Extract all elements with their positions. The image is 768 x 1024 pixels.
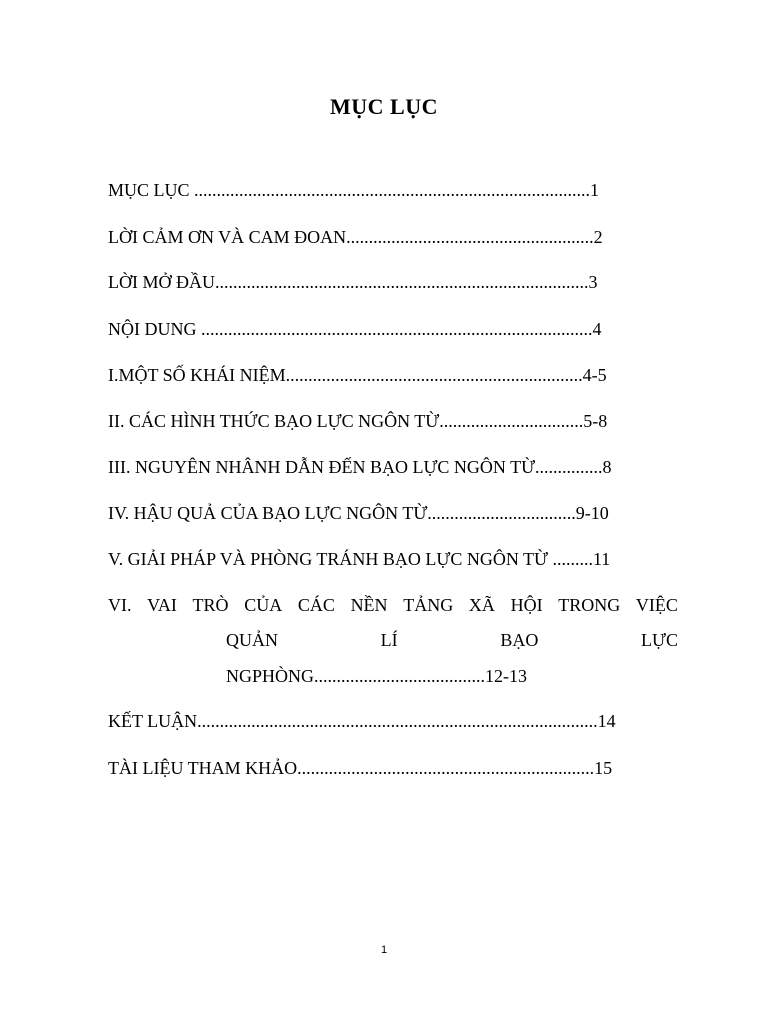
toc-word: VAI [147, 595, 177, 615]
toc-entry-loi-mo-dau: LỜI MỞ ĐẦU...................................................................................3 [108, 272, 598, 292]
toc-word: XÃ [468, 595, 495, 615]
toc-word: TRONG [558, 595, 621, 615]
toc-word: TẢNG [403, 595, 454, 615]
toc-word: LỰC [641, 630, 678, 650]
page-number: 1 [380, 944, 388, 956]
toc-word: HỘI [510, 595, 543, 615]
toc-word: CỦA [244, 595, 283, 615]
toc-word: TRÒ [192, 595, 229, 615]
toc-entry-loi-cam-on: LỜI CẢM ƠN VÀ CAM ĐOAN.......................................................2 [108, 227, 603, 247]
toc-word: BẠO [500, 630, 539, 650]
toc-word: LÍ [380, 630, 398, 650]
toc-word: VI. [108, 595, 132, 615]
toc-entry-khai-niem: I.MỘT SỐ KHÁI NIỆM..................................................................4-5 [108, 365, 607, 385]
toc-entry-hinh-thuc: II. CÁC HÌNH THỨC BẠO LỰC NGÔN TỪ................................5-8 [108, 411, 608, 431]
toc-entry-ket-luan: KẾT LUẬN.........................................................................................14 [108, 711, 616, 731]
toc-entry-vai-tro-line-2 [226, 631, 678, 649]
toc-entry-vai-tro-line-1 [108, 596, 678, 614]
toc-word: QUẢN [226, 630, 278, 650]
toc-entry-tai-lieu: TÀI LIỆU THAM KHẢO..................................................................15 [108, 758, 613, 778]
toc-entry-noi-dung: NỘI DUNG .......................................................................................4 [108, 319, 602, 339]
toc-entry-nguyen-nhan: III. NGUYÊN NHÂNH DẪN ĐẾN BẠO LỰC NGÔN TỪ...............8 [108, 457, 612, 477]
page-title: MỤC LỤC [330, 94, 438, 119]
toc-entry-muc-luc: MỤC LỤC ........................................................................................1 [108, 180, 600, 200]
toc-entry-giai-phap: V. GIẢI PHÁP VÀ PHÒNG TRÁNH BẠO LỰC NGÔN TỪ .........11 [108, 549, 611, 569]
toc-entry-vai-tro-line-3: NGPHÒNG......................................12-13 [226, 666, 527, 686]
toc-entry-hau-qua: IV. HẬU QUẢ CỦA BẠO LỰC NGÔN TỪ.................................9-10 [108, 503, 609, 523]
toc-word: CÁC [297, 595, 335, 615]
toc-word: NỀN [350, 595, 388, 615]
toc-word: VIỆC [635, 595, 678, 615]
